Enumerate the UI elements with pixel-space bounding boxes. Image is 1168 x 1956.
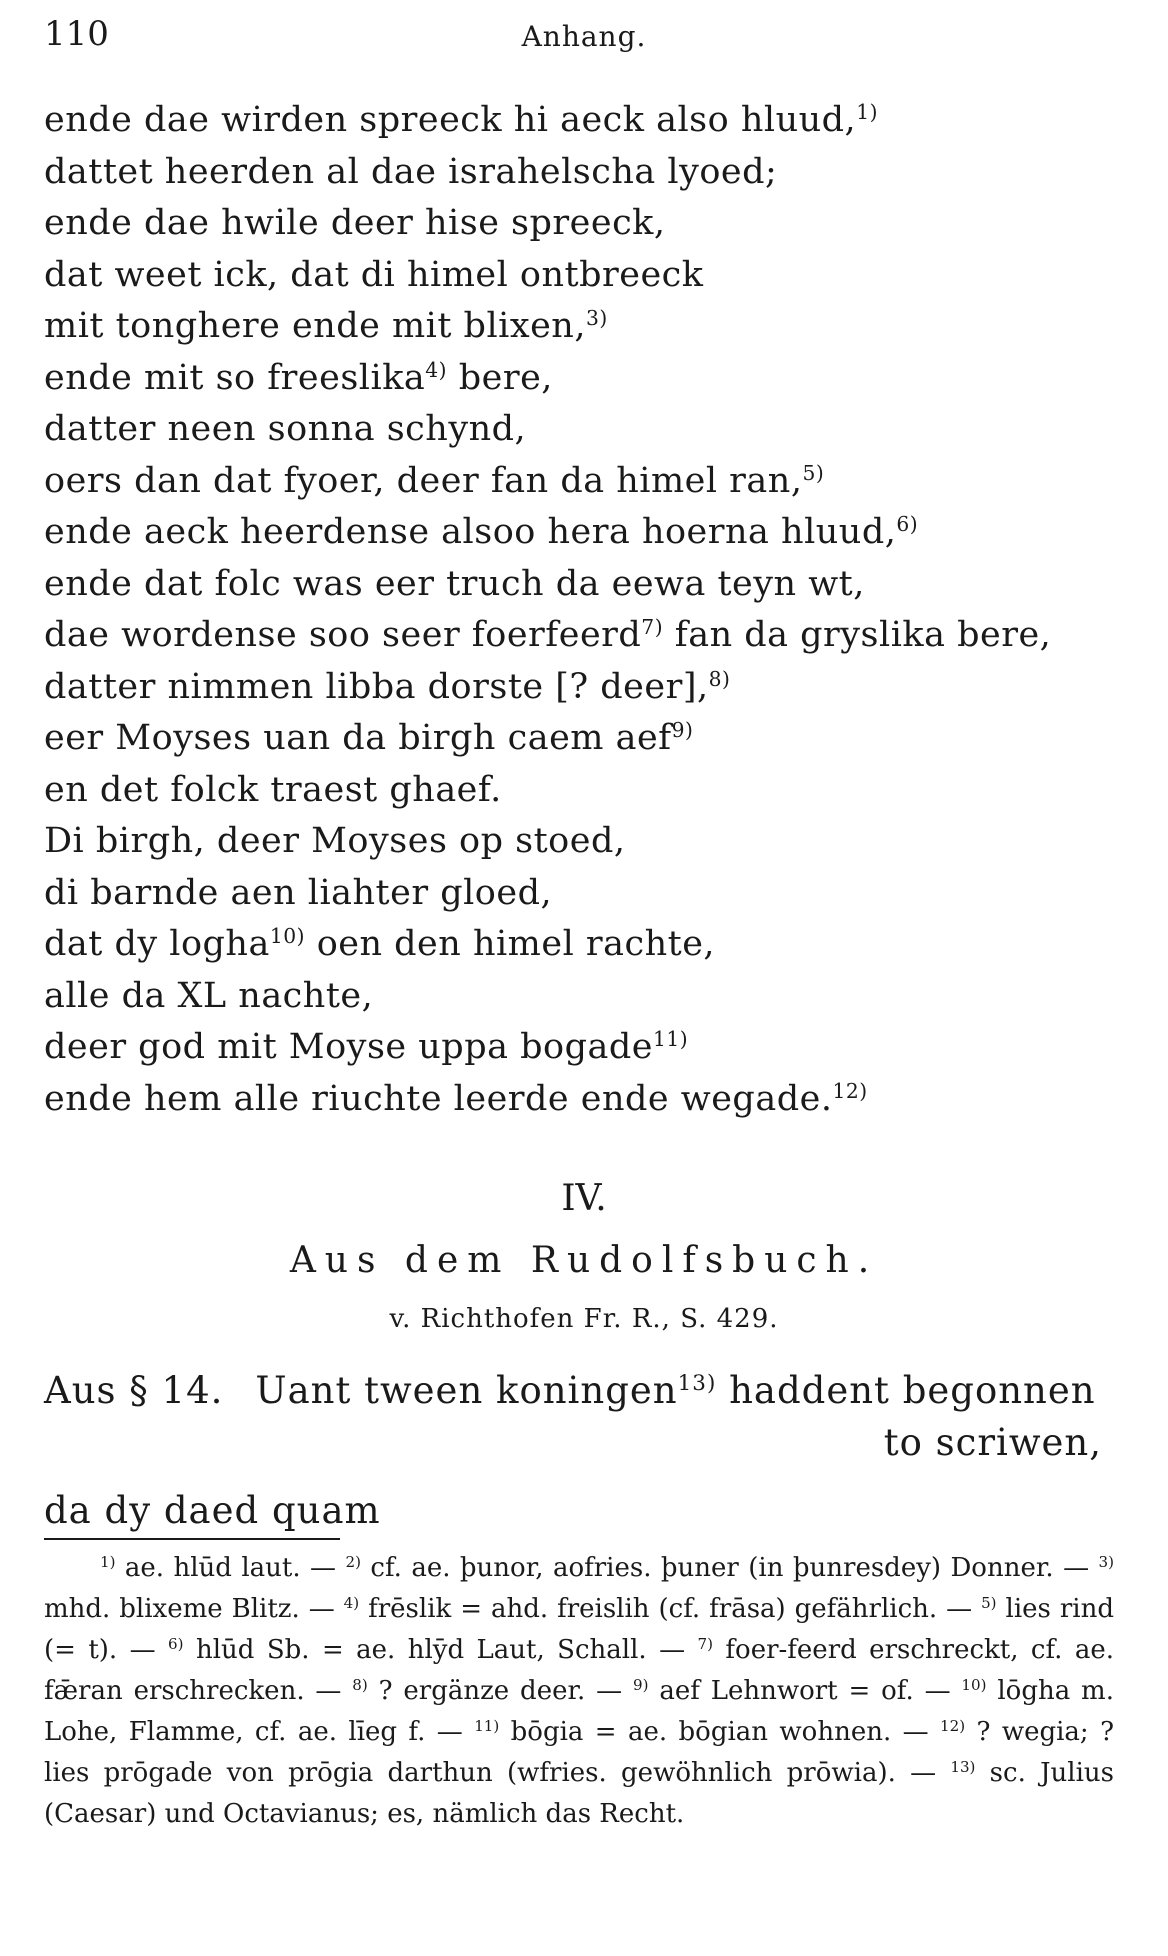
page-number: 110 [44, 14, 109, 54]
section-title: Aus dem Rudolfsbuch. [289, 1240, 879, 1281]
footnote-body: hlūd Sb. = ae. hlȳd Laut, Schall. — [183, 1635, 698, 1665]
footnote-body: frēslik = ahd. freislih (cf. frāsa) gefährlich. — [359, 1594, 982, 1624]
footnote-marker: 13) [677, 1371, 717, 1397]
footnote-number: 4) [343, 1593, 360, 1612]
footnote-marker: 12) [832, 1078, 868, 1103]
footnote-marker: 1) [856, 99, 879, 124]
poem-line-text: datter neen sonna schynd, [44, 409, 527, 449]
footnote-body: foer-feerd erschreckt, cf. ae. fǣran erschrecken. — [44, 1635, 1114, 1706]
poem-line-text: dae wordense soo seer foerfeerd [44, 615, 642, 655]
footnote-body: mhd. blixeme Blitz. — [44, 1594, 344, 1624]
poem-line-text: oers dan dat fyoer, deer fan da himel ran, [44, 460, 803, 501]
poem-line [44, 404, 1124, 456]
footnote-body: lies rind (= t). — [44, 1594, 1114, 1665]
poem-line-text: datter nimmen libba dorste [? deer], [44, 666, 709, 707]
footnote-marker: 11) [652, 1026, 689, 1051]
excerpt-label: Aus § 14. [44, 1369, 224, 1412]
excerpt-line [44, 1365, 1114, 1417]
footnote-marker: 6) [896, 511, 919, 536]
poem-line-text: ende dae hwile deer hise spreeck, [44, 203, 666, 243]
section-numeral: IV. [561, 1178, 607, 1219]
footnote-body: ae. hlūd laut. — [115, 1553, 346, 1583]
poem-line [44, 662, 1124, 714]
footnote-number: 7) [697, 1634, 713, 1653]
footnote-number: 11) [474, 1716, 500, 1735]
footnote-number: 5) [981, 1593, 997, 1612]
poem-line [44, 971, 1124, 1023]
poem-line-text: en det folck traest ghaef. [44, 769, 502, 810]
footnote-number: 3) [1098, 1552, 1115, 1571]
poem-line [44, 250, 1124, 302]
footnote-body: lōgha m. Lohe, Flamme, cf. ae. līeg f. — [44, 1676, 1114, 1747]
footnote-marker: 7) [641, 614, 664, 639]
poem-line-text: ende hem alle riuchte leerde ende wegade. [44, 1078, 833, 1119]
footnote-number: 9) [633, 1675, 649, 1694]
poem-line [44, 301, 1124, 353]
poem-line-text: dattet heerden al dae israhelscha lyoed; [44, 151, 778, 192]
footnote-marker: 8) [708, 666, 731, 691]
excerpt-text: haddent begonnen [716, 1369, 1096, 1412]
excerpt-text: Uant tween koningen [255, 1369, 678, 1412]
poem-line-text: bere, [447, 357, 553, 398]
excerpt-line: to scriwen, [883, 1421, 1102, 1464]
poem-line-text: dat dy logha [44, 924, 270, 964]
footnote-marker: 4) [425, 357, 448, 382]
footnote-body: cf. ae. þunor, aofries. þuner (in þunresdey) Donner. — [360, 1553, 1099, 1583]
page-header [44, 14, 1124, 62]
footnote-marker: 9) [671, 717, 694, 742]
poem-line [44, 353, 1124, 405]
poem-line [44, 1022, 1124, 1074]
poem-line-text: fan da gryslika bere, [663, 615, 1052, 655]
running-head: Anhang. [521, 20, 647, 53]
poem-line-text: Di birgh, deer Moyses op stoed, [44, 821, 626, 861]
poem-line-text: ende dat folc was eer truch da eewa teyn wt, [44, 563, 865, 604]
poem-line [44, 559, 1124, 611]
poem-line [44, 610, 1124, 662]
footnote-number: 10) [961, 1675, 987, 1694]
footnote-body: ? ergänze deer. — [367, 1676, 633, 1706]
poem-line-text: ende aeck heerdense alsoo hera hoerna hluud, [44, 512, 897, 552]
section-source: v. Richthofen Fr. R., S. 429. [389, 1304, 779, 1334]
poem-line [44, 1074, 1124, 1126]
footnote-body: ? wegia; ? lies prōgade von prōgia darthun (wfries. gewöhnlich prōwia). — [44, 1717, 1115, 1788]
poem-line-text: deer god mit Moyse uppa bogade [44, 1027, 653, 1067]
footnote-number: 13) [950, 1757, 976, 1776]
poem-line-text: ende dae wirden spreeck hi aeck also hluud, [44, 100, 857, 140]
poem-line [44, 765, 1124, 817]
footnote-rule [44, 1538, 340, 1540]
poem-line-text: alle da XL nachte, [44, 975, 374, 1016]
poem-line [44, 456, 1124, 508]
poem-line [44, 919, 1124, 971]
poem-line-text: eer Moyses uan da birgh caem aef [44, 718, 672, 758]
footnote-body: sc. Julius (Caesar) und Octavianus; es, nämlich das Recht. [44, 1758, 1114, 1829]
poem-line [44, 816, 1124, 868]
footnote-number: 8) [352, 1675, 368, 1694]
footnote-marker: 5) [802, 460, 825, 485]
poem-line [44, 868, 1124, 920]
poem-line [44, 95, 1124, 147]
poem-line [44, 713, 1124, 765]
poem-line [44, 198, 1124, 250]
footnotes [44, 1548, 1114, 1835]
poem-line-text: mit tonghere ende mit blixen, [44, 306, 586, 346]
footnote-text [44, 1548, 1114, 1835]
poem-line-text: oen den himel rachte, [305, 924, 716, 964]
poem-line-text: ende mit so freeslika [44, 357, 426, 398]
excerpt [44, 1365, 1114, 1537]
footnote-body: aef Lehnwort = of. — [648, 1676, 962, 1706]
footnote-number: 6) [168, 1634, 184, 1653]
poem-line [44, 507, 1124, 559]
footnote-number: 2) [345, 1552, 361, 1571]
poem-line [44, 147, 1124, 199]
footnote-body: bōgia = ae. bōgian wohnen. — [499, 1717, 941, 1747]
poem-line-text: di barnde aen liahter gloed, [44, 872, 553, 913]
footnote-marker: 10) [269, 923, 306, 948]
excerpt-line: da dy daed quam [44, 1489, 381, 1532]
footnote-marker: 3) [585, 305, 608, 330]
footnote-number: 12) [940, 1716, 966, 1735]
poem [44, 95, 1124, 1125]
footnote-number: 1) [100, 1552, 116, 1571]
poem-line-text: dat weet ick, dat di himel ontbreeck [44, 254, 704, 295]
